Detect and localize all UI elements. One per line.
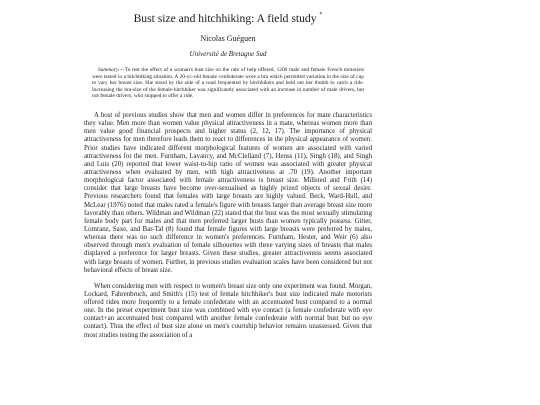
summary-abstract: [92, 67, 364, 100]
summary-text: —To test the effect of a woman's bust size on the rate of help offered, 1200 male and female French motorists were tested in a hitchhiking situation. A 20-yr.-old female confederate wore a bra which permitted variation in the size of cup to vary her breast size. She stood by the side of a road frequented by hitchhikers and held out her thumb to catch a ride. Increasing the bra-size of the female-hitchhiker was significantly associated with an increase in number of male drivers, but not female drivers, who stopped to offer a ride.: [92, 67, 364, 100]
body-paragraph-2: When considering men with respect to women's breast size only one experiment was found. Morgan, Lockard, Fahrenbruch, and Smith's (15) test of female hitchhiker's bust size indicated male motorists offered rides more frequently to a female confederate with an accentuated bust compared to a normal one. In the preset experiment bust size was combined with eye contact (a female confederate with eye contact+an accentuated bust compared with another female confederate with normal bust but no eye contact). Thus the effect of bust size alone on men's courtship behavior remains unassessed. Given that most studies testing the association of a: [84, 282, 372, 339]
author-name: Nicolas Guéguen: [200, 34, 256, 43]
paper-page: [84, 8, 372, 347]
author-affiliation: Université de Bretagne Sud: [189, 50, 267, 58]
body-paragraph-1: A host of previous studies show that men and women differ in preferences for mate characteristics they value. Men more than women value physical attractiveness in a mate, whereas women more than men value good financial prospects and higher status (2, 12, 17). The importance of physical attractiveness for men therefore leads them to react to differences in the physical appearance of women. Prior studies have indicated different morphological features of women are associated with varied attractiveness for the men. Furnham, Lavancy, and McClelland (7), Henss (11), Singh (18), and Singh and Luis (20) reported that lower waist-to-hip ratio of women was associated with greater physical attractiveness when evaluated by men, with high attractiveness at .70 (19). Another important morphological factor associated with female attractiveness is breast size. Millsted and Frith (14) consider that large breasts have become over-sexualised as highly prized objects of sexual desire. Previous researchers found that females with large breasts are highly valued. Beck, Ward-Hull, and McLear (1976) noted that males rated a female's figure with breasts larger than average breast size more favorably than others. Wildman and Wildman (22) stated that the bust was the most sexually stimulating female body part for males and that men preferred larger busts than women typically possess. Gitter, Lomranz, Saxe, and Bar-Tal (8) found that female figures with large breasts were preferred by males, whereas there was no such difference in women's preferences. Furnham, Hester, and Weir (6) also observed through men's evaluation of female silhouettes with three varying sizes of breasts that males displayed a preference for larger breasts. Given these studies, greater attractiveness seems associated with large breasts of women. Further, in previous studies evaluation scales have been considered but not behavioral effects of breast size.: [84, 111, 372, 274]
title-text: Bust size and hitchhiking: A field study: [133, 12, 317, 25]
summary-lead: Summary.: [98, 67, 120, 73]
paper-title: [84, 8, 372, 26]
title-footnote-marker: *: [319, 12, 323, 18]
